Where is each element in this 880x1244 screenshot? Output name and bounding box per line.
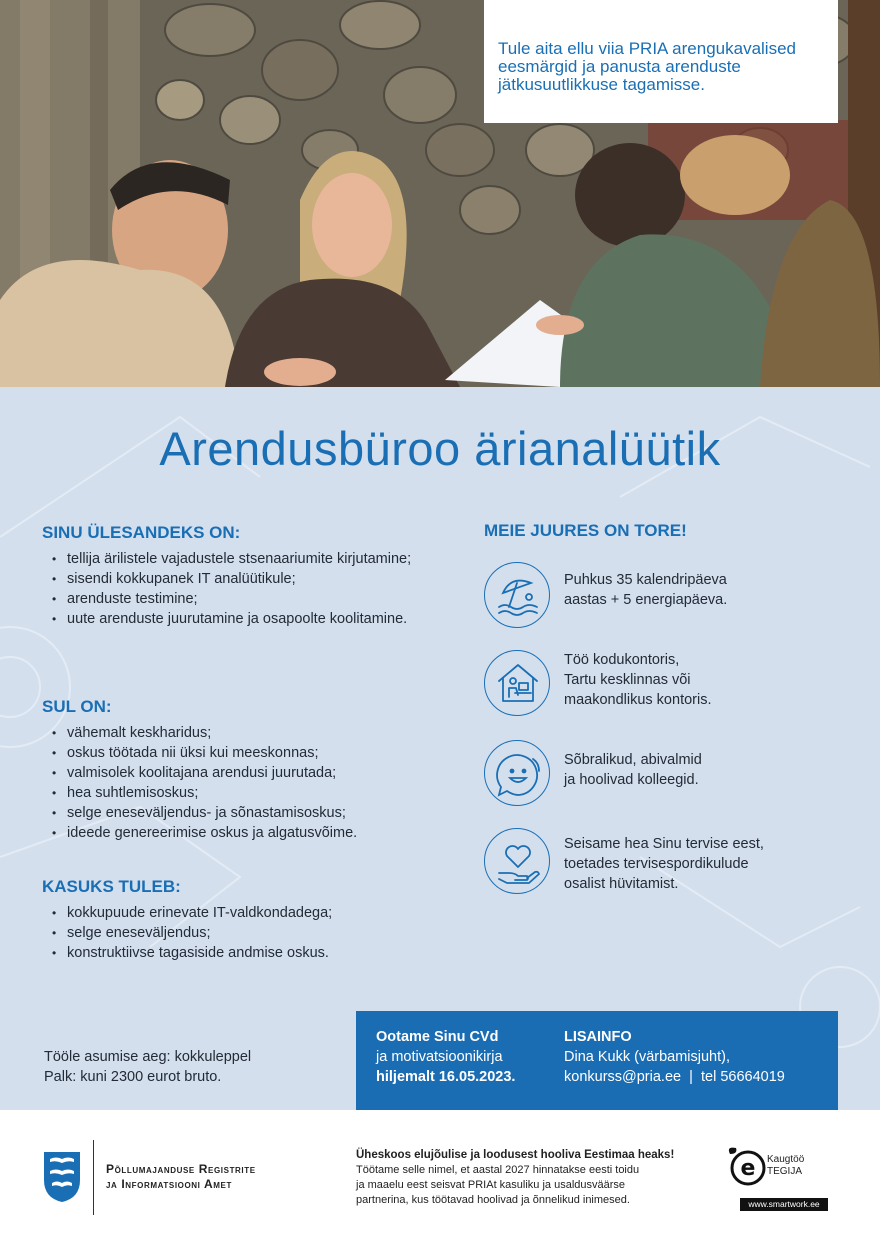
list-item: • hea suhtlemisoskus; (52, 783, 412, 803)
list-item: • kokkupuude erinevate IT-valdkondadega; (52, 903, 412, 923)
slogan (356, 1148, 716, 1208)
badge-label (767, 1154, 804, 1178)
perk-line: osalist hüvitamist. (564, 876, 679, 892)
list-item: • oskus töötada nii üksi kui meeskonnas; (52, 743, 412, 763)
footer (0, 1110, 880, 1244)
list-item: • arenduste testimine; (52, 589, 412, 609)
e-leaf-icon (724, 1144, 768, 1194)
badge-line: Kaugtöö (767, 1154, 805, 1165)
slogan-line: partnerina, kus töötavad hoolivad ja õnnelikud inimesed. (356, 1194, 630, 1206)
beach-umbrella-icon (484, 562, 550, 628)
advantages-list (52, 903, 412, 963)
content-panel (0, 387, 880, 1110)
perk-line: aastas + 5 energiapäeva. (564, 592, 728, 608)
perk-text (564, 750, 844, 790)
heart-hand-icon (484, 828, 550, 894)
list-item: • uute arenduste juurutamine ja osapoolte koolitamine. (52, 609, 412, 629)
contact-phone[interactable]: tel 56664019 (700, 1069, 785, 1085)
logo-divider (93, 1140, 94, 1215)
perk-colleagues (484, 740, 844, 810)
perk-line: maakondlikus kontoris. (564, 692, 712, 708)
list-item: • selge eneseväljendus- ja sõnastamisoskus; (52, 803, 412, 823)
perk-remote-work (484, 650, 844, 720)
contact-email-link[interactable]: konkurss@pria.ee (564, 1069, 682, 1085)
requirements-heading: SUL ON: (42, 697, 112, 716)
slogan-line: ja maaelu eest seisvat PRIAt kasuliku ja usaldusväärse (356, 1179, 626, 1191)
list-item: • ideede genereerimise oskus ja algatusvõime. (52, 823, 412, 843)
list-item: • selge eneseväljendus; (52, 923, 412, 943)
separator: | (689, 1069, 693, 1085)
requirements-list (52, 723, 412, 843)
slogan-line: Töötame selle nimel, et aastal 2027 hinnatakse eesti toidu (356, 1164, 640, 1176)
cta-line: ja motivatsioonikirja (376, 1049, 503, 1065)
application-deadline (376, 1027, 551, 1087)
home-office-icon (484, 650, 550, 716)
perk-text (564, 834, 844, 894)
job-title: Arendusbüroo ärianalüütik (159, 422, 721, 475)
tasks-heading: SINU ÜLESANDEKS ON: (42, 523, 241, 542)
perk-line: ja hoolivad kolleegid. (564, 772, 699, 788)
deadline: hiljemalt 16.05.2023. (376, 1069, 516, 1085)
perk-health (484, 828, 844, 898)
cta-line: Ootame Sinu CVd (376, 1029, 499, 1045)
list-item: • valmisolek koolitajana arendusi juurutada; (52, 763, 412, 783)
perk-line: Seisame hea Sinu tervise eest, (564, 836, 764, 852)
perk-line: Puhkus 35 kalendripäeva (564, 572, 727, 588)
org-line: ja Informatsiooni Amet (106, 1177, 232, 1191)
perk-text (564, 570, 844, 610)
tasks-list (52, 549, 412, 629)
perk-line: toetades tervisespordikulude (564, 856, 749, 872)
smartwork-badge (724, 1142, 834, 1214)
salary: Palk: kuni 2300 eurot bruto. (44, 1069, 222, 1085)
start-salary-info (44, 1047, 251, 1087)
list-item: • tellija ärilistele vajadustele stsenaariumite kirjutamine; (52, 549, 412, 569)
perk-vacation (484, 562, 844, 632)
list-item: • sisendi kokkupanek IT analüütikule; (52, 569, 412, 589)
smartwork-link[interactable]: www.smartwork.ee (740, 1198, 828, 1211)
perk-line: Töö kodukontoris, (564, 652, 680, 668)
list-item: • konstruktiivse tagasiside andmise oskus. (52, 943, 412, 963)
perks-heading: MEIE JUURES ON TORE! (484, 521, 687, 540)
intro-text: Tule aita ellu viia PRIA arengukavalised eesmärgid ja panusta arenduste jätkusuutlikkuse tagamisse. (498, 39, 796, 94)
smiley-chat-icon (484, 740, 550, 806)
advantages-heading: KASUKS TULEB: (42, 877, 181, 896)
hero-photo (0, 0, 880, 387)
application-box (356, 1011, 838, 1110)
start-date: Tööle asumise aeg: kokkuleppel (44, 1049, 252, 1065)
contact-info (564, 1027, 834, 1087)
org-line: Põllumajanduse Registrite (106, 1162, 256, 1176)
intro-box (484, 0, 838, 123)
perk-text (564, 650, 844, 710)
badge-line: TEGIJA (767, 1166, 803, 1177)
organization-name (106, 1162, 256, 1192)
contact-name: Dina Kukk (värbamisjuht), (564, 1049, 730, 1065)
perk-line: Sõbralikud, abivalmid (564, 752, 702, 768)
svg-text:e: e (740, 1156, 756, 1181)
slogan-heading: Üheskoos elujõulise ja loodusest hooliva Eestimaa heaks! (356, 1149, 675, 1161)
info-heading: LISAINFO (564, 1029, 632, 1045)
perk-line: Tartu kesklinnas või (564, 672, 691, 688)
list-item: • vähemalt keskharidus; (52, 723, 412, 743)
pria-lions-logo (42, 1150, 82, 1204)
